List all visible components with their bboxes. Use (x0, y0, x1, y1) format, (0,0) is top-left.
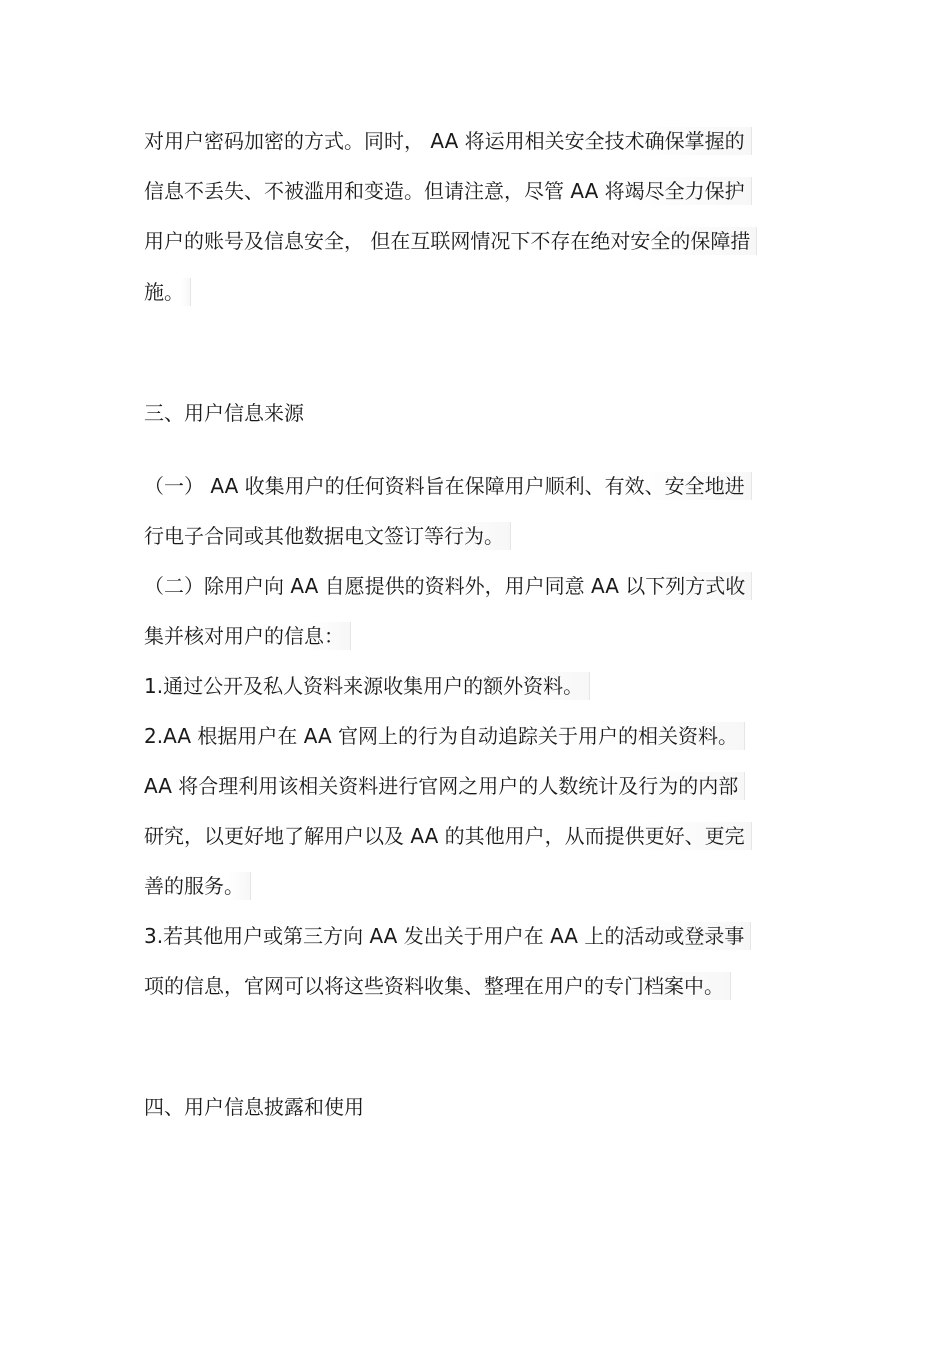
paragraph-line: 施。 (144, 278, 191, 306)
list-item: 3.若其他用户或第三方向 AA 发出关于用户在 AA 上的活动或登录事 (144, 922, 751, 950)
paragraph-line: 研究，以更好地了解用户以及 AA 的其他用户，从而提供更好、更完 (144, 822, 752, 850)
section-heading-4: 四、用户信息披露和使用 (144, 1095, 364, 1119)
list-item: 1.通过公开及私人资料来源收集用户的额外资料。 (144, 672, 590, 700)
section-heading-3: 三、用户信息来源 (144, 401, 304, 425)
paragraph-line: 集并核对用户的信息： (144, 622, 351, 650)
paragraph-line: 项的信息，官网可以将这些资料收集、整理在用户的专门档案中。 (144, 972, 731, 1000)
paragraph-line: AA 将合理利用该相关资料进行官网之用户的人数统计及行为的内部 (144, 772, 745, 800)
paragraph-line: （二）除用户向 AA 自愿提供的资料外，用户同意 AA 以下列方式收 (144, 572, 752, 600)
paragraph-line: 善的服务。 (144, 872, 251, 900)
paragraph-line: 用户的账号及信息安全， 但在互联网情况下不存在绝对安全的保障措 (144, 227, 757, 255)
paragraph-line: 对用户密码加密的方式。同时， AA 将运用相关安全技术确保掌握的 (144, 127, 752, 155)
paragraph-line: 信息不丢失、不被滥用和变造。但请注意，尽管 AA 将竭尽全力保护 (144, 177, 752, 205)
paragraph-line: 行电子合同或其他数据电文签订等行为。 (144, 522, 511, 550)
paragraph-line: （一） AA 收集用户的任何资料旨在保障用户顺利、有效、安全地进 (144, 472, 752, 500)
list-item: 2.AA 根据用户在 AA 官网上的行为自动追踪关于用户的相关资料。 (144, 722, 745, 750)
